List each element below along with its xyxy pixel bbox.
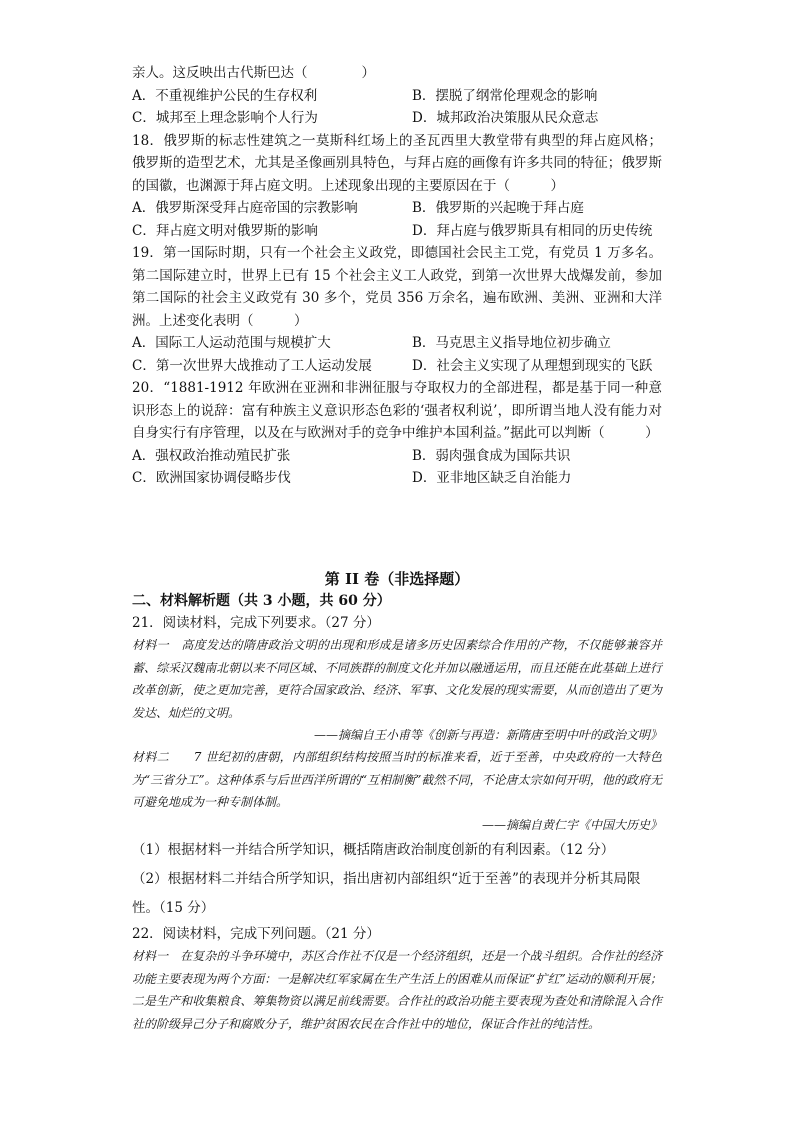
q18-options-row-2 bbox=[132, 220, 662, 243]
q18-options-row-1 bbox=[132, 197, 662, 220]
q19-option-d[interactable]: D．社会主义实现了从理想到现实的飞跃 bbox=[412, 357, 653, 374]
q18-option-a[interactable]: A．俄罗斯深受拜占庭帝国的宗教影响 bbox=[132, 200, 358, 216]
section-2-title: 二、材料解析题（共 3 小题，共 60 分） bbox=[132, 592, 391, 609]
q17-option-b[interactable]: B．摆脱了纲常伦理观念的影响 bbox=[412, 87, 598, 104]
q19-option-b[interactable]: B．马克思主义指导地位初步确立 bbox=[412, 335, 611, 351]
q17-options-row-2 bbox=[132, 107, 662, 130]
q20-options-row-2 bbox=[132, 467, 662, 490]
q20-option-a[interactable]: A．强权政治推动殖民扩张 bbox=[132, 447, 291, 464]
q19-options-row-1 bbox=[132, 332, 662, 355]
q21-source-2: ——摘编自黄仁宇《中国大历史》 bbox=[481, 817, 662, 832]
q21-stem: 21．阅读材料，完成下列要求。（27 分） bbox=[132, 614, 380, 631]
q18-stem: 18．俄罗斯的标志性建筑之一莫斯科红场上的圣瓦西里大教堂带有典型的拜占庭风格；俄罗斯的造型艺术，尤其是圣像画别具特色，与拜占庭的画像有许多共同的特征；俄罗斯的国徽，也渊源于拜占庭文明。上述现象出现的主要原因在于（ ） bbox=[132, 132, 662, 194]
q19-options-row-2 bbox=[132, 355, 662, 378]
part-2-title: 第 II 卷（非选择题） bbox=[324, 569, 470, 588]
q21-subquestion-2-line-2: 性。（15 分） bbox=[132, 899, 215, 916]
q17-options-row-1 bbox=[132, 85, 662, 108]
page-content bbox=[132, 62, 662, 1035]
q17-stem-tail: 亲人。这反映出古代斯巴达（ ） bbox=[132, 65, 375, 81]
q19-option-c[interactable]: C．第一次世界大战推动了工人运动发展 bbox=[132, 357, 372, 374]
q20-option-d[interactable]: D．亚非地区缺乏自治能力 bbox=[412, 470, 572, 486]
section-gap bbox=[132, 490, 662, 564]
q21-material-2: 材料二 7 世纪初的唐朝，内部组织结构按照当时的标准来看，近于至善，中央政府的一大特色为“三省分工”。这种体系与后世西洋所谓的“互相制衡”截然不同，不论唐太宗如何开明，他的政府无可避免地成为一种专制体制。 bbox=[132, 750, 662, 809]
q21-subquestion-2-line-1: （2）根据材料二并结合所学知识，指出唐初内部组织“近于至善”的表现并分析其局限 bbox=[132, 870, 641, 887]
q20-options-row-1 bbox=[132, 445, 662, 468]
q20-option-b[interactable]: B．弱肉强食成为国际共识 bbox=[412, 447, 571, 464]
q18-option-c[interactable]: C．拜占庭文明对俄罗斯的影响 bbox=[132, 222, 318, 239]
q18-option-b[interactable]: B．俄罗斯的兴起晚于拜占庭 bbox=[412, 200, 584, 216]
q18-option-d[interactable]: D．拜占庭与俄罗斯具有相同的历史传统 bbox=[412, 222, 653, 239]
q17-option-c[interactable]: C．城邦至上理念影响个人行为 bbox=[132, 110, 318, 126]
q22-stem: 22．阅读材料，完成下列问题。（21 分） bbox=[132, 925, 380, 942]
q20-stem: 20．“1881-1912 年欧洲在亚洲和非洲征服与夺取权力的全部进程，都是基于同一种意识形态上的说辞：富有种族主义意识形态色彩的‘强者权利说’，即所谓当地人没有能力对自身实行有序管理，以及在与欧洲对手的竞争中维护本国利益。”据此可以判断（ ） bbox=[132, 380, 662, 441]
q17-option-a[interactable]: A．不重视维护公民的生存权利 bbox=[132, 87, 318, 104]
q22-material-1: 材料一 在复杂的斗争环境中，苏区合作社不仅是一个经济组织，还是一个战斗组织。合作社的经济功能主要表现为两个方面：一是解决红军家属在生产生活上的困难从而保证“扩红”运动的顺利开展；二是生产和收集粮食、筹集物资以满足前线需要。合作社的政治功能主要表现为查处和清除混入合作社的阶级异己分子和腐败分子，维护贫困农民在合作社中的地位，保证合作社的纯洁性。 bbox=[132, 949, 662, 1031]
q21-subquestion-1: （1）根据材料一并结合所学知识，概括隋唐政治制度创新的有利因素。（12 分） bbox=[132, 841, 615, 858]
q17-option-d[interactable]: D．城邦政治决策服从民众意志 bbox=[412, 110, 599, 126]
q20-option-c[interactable]: C．欧洲国家协调侵略步伐 bbox=[132, 470, 291, 486]
q19-stem: 19．第一国际时期，只有一个社会主义政党，即德国社会民主工党，有党员 1 万多名。第二国际建立时，世界上已有 15 个社会主义工人政党，到第一次世界大战爆发前，参加第二国际的社会主义政党有 30 多个，党员 356 万余名，遍布欧洲、美洲、亚洲和大洋洲。上述变化表明（ ） bbox=[132, 245, 662, 329]
q21-material-1: 材料一 高度发达的隋唐政治文明的出现和形成是诸多历史因素综合作用的产物，不仅能够兼容并蓄、综采汉魏南北朝以来不同区域、不同族群的制度文化并加以融通运用，而且还能在此基础上进行改革创新，使之更加完善，更符合国家政治、经济、军事、文化发展的现实需要，从而创造出了更为发达、灿烂的文明。 bbox=[132, 638, 662, 720]
q19-option-a[interactable]: A．国际工人运动范围与规模扩大 bbox=[132, 335, 331, 351]
q21-source-1: ——摘编自王小甫等《创新与再造：新隋唐至明中叶的政治文明》 bbox=[313, 728, 662, 742]
